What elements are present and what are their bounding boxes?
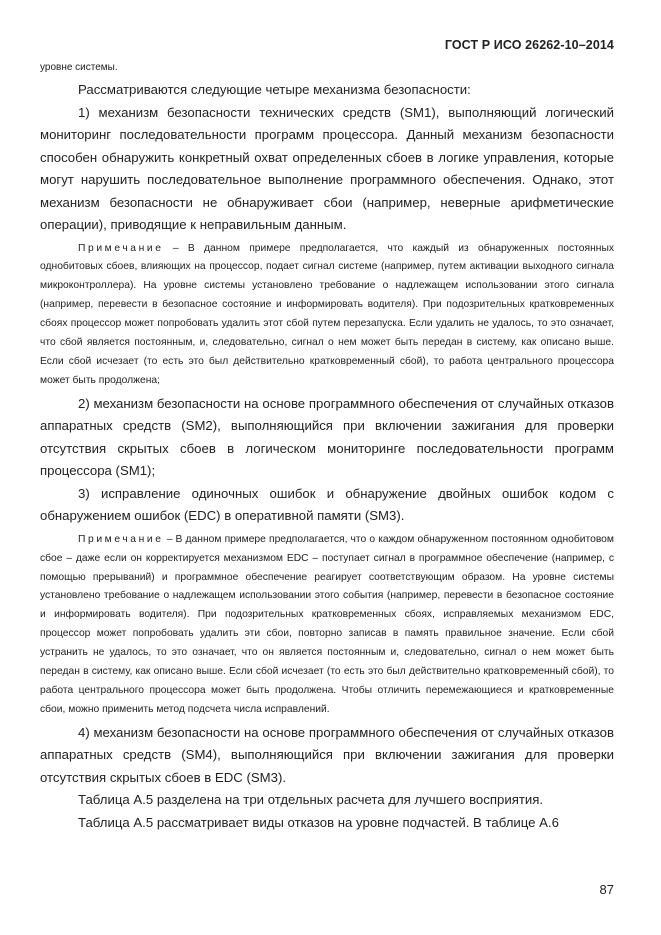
list-item-sm4: 4) механизм безопасности на основе программного обеспечения от случайных отказов аппаратных средств (SM4), выполняющийся при включении зажигания для проверки отсутствия скрытых сбоев в EDC (SM3).	[40, 724, 614, 785]
table-description-paragraph: Таблица А.5 рассматривает виды отказов на уровне подчастей. В таблице А.6	[78, 814, 559, 830]
document-header-standard: ГОСТ Р ИСО 26262-10–2014	[444, 38, 614, 52]
document-body	[40, 62, 614, 834]
note-1-text: – В данном примере предполагается, что каждый из обнаруженных постоянных однобитовых сбоев, влияющих на процессор, подает сигнал системе (например, путем активации выходного сигнала микроконтроллера). На уровне системы установлено требование о надлежащем использовании этого сигнала (например, перевести в безопасное состояние и информировать водителя). При подозрительных кратковременных сбоях процессор может попробовать удалить этот сбой путем перезапуска. Если удалить не удалось, то это означает, что сбой является постоянным, и, следовательно, сигнал о нем может быть передан в систему, как описано выше. Если сбой исчезает (то есть это был действительно кратковременный сбой), то работа центрального процессора может быть продолжена;	[40, 242, 614, 386]
list-item-sm3: 3) исправление одиночных ошибок и обнаружение двойных ошибок кодом с обнаружением ошибок (EDC) в оперативной памяти (SM3).	[40, 485, 614, 524]
table-note-paragraph: Таблица А.5 разделена на три отдельных расчета для лучшего восприятия.	[78, 792, 544, 808]
note-1-label: Примечание	[78, 242, 164, 254]
note-2-label: Примечание	[78, 533, 164, 545]
note-2-text: – В данном примере предполагается, что о каждом обнаруженном постоянном однобитовом сбое – даже если он корректируется механизмом EDC – поступает сигнал в программное обеспечение (например, с помощью прерываний) и программное обеспечение реагирует соответствующим образом. На уровне системы установлено требование о надлежащем использовании этого события (например, перевести в безопасное состояние и информировать водителя). При подозрительных кратковременных сбоях, исправляемых механизмом EDC, процессор может попробовать удалить эти сбои, повторно записав в память правильное значение. Если сбой устранить не удалось, то это означает, что он является постоянным и, следовательно, сигнал о нем может быть передан в систему, как описано выше. Если сбой исчезает (то есть это был действительно кратковременный сбой), то работа центрального процессора может быть продолжена. Чтобы отличить перемежающиеся и кратковременные сбои, можно применить метод подсчета числа исправлений.	[40, 533, 614, 715]
intro-paragraph: Рассматриваются следующие четыре механизма безопасности:	[78, 82, 471, 97]
list-item-sm1: 1) механизм безопасности технических средств (SM1), выполняющий логический мониторинг последовательности программ процессора. Данный механизм безопасности способен обнаружить конкретный охват определенных сбоев в логике управления, которые могут нарушить последовательное выполнение программного обеспечения. Однако, этот механизм безопасности не обнаруживает сбои (например, неверные арифметические операции), приводящие к неправильным данным.	[40, 104, 614, 232]
note-2	[40, 531, 614, 720]
continuation-text: уровне системы.	[40, 62, 118, 73]
note-1	[40, 240, 614, 391]
list-item-sm2: 2) механизм безопасности на основе программного обеспечения от случайных отказов аппаратных средств (SM2), выполняющийся при включении зажигания для проверки отсутствия скрытых сбоев в логическом мониторинге последовательности программ процессора (SM1);	[40, 395, 614, 479]
page-number: 87	[599, 882, 614, 897]
